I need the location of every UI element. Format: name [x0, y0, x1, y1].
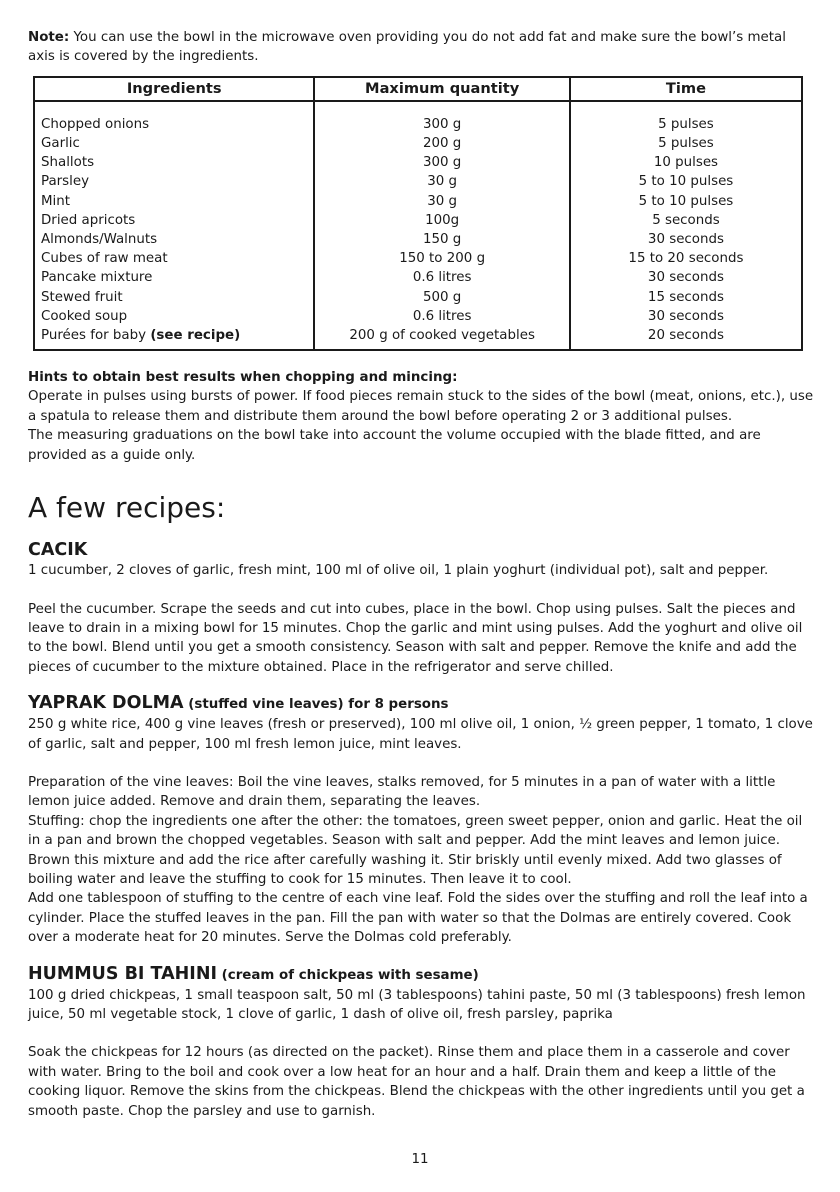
note-label: Note: [28, 30, 70, 45]
quantity-cell: 150 to 200 g [399, 251, 486, 267]
recipe-title-dolma [28, 692, 814, 715]
quantity-cell: 150 g [422, 231, 462, 247]
ingredient-cell: Cooked soup [41, 308, 128, 324]
ingredient-cell: Mint [41, 193, 71, 209]
page-number: 11 [411, 1152, 429, 1167]
dolma-subtitle: (stuffed vine leaves) for 8 persons [183, 697, 449, 713]
time-cell: 15 to 20 seconds [628, 251, 744, 267]
quantity-cell: 0.6 litres [412, 270, 472, 286]
recipes-heading: A few recipes: [28, 491, 226, 525]
ingredient-cell: Garlic [41, 136, 80, 151]
time-cell: 30 seconds [647, 308, 724, 324]
ingredient-cell: Almonds/Walnuts [41, 231, 158, 247]
cacik-method: Peel the cucumber. Scrape the seeds and cut into cubes, place in the bowl. Chop using pulses. Salt the pieces and leave to drain in a mixing bowl for 15 minutes. Chop the garlic and mint using pulses. Add the yoghurt and olive oil to the bowl. Blend until you get a smooth consistency. Season with salt and pepper. Remove the knife and add the pieces of cucumber to the mixture obtained. Place in the refrigerator and serve chilled. [28, 601, 803, 675]
time-cell: 20 seconds [647, 327, 724, 343]
cacik-title: CACIK [28, 540, 88, 561]
time-cell: 5 to 10 pulses [638, 174, 734, 190]
quantity-column [314, 101, 569, 350]
time-cell: 5 pulses [658, 136, 714, 151]
time-column [570, 101, 802, 350]
quantity-cell: 200 g [422, 136, 462, 151]
ingredients-column [34, 101, 314, 350]
quantity-cell: 200 g of cooked vegetables [349, 327, 535, 343]
header-ingredients: Ingredients [34, 77, 314, 101]
quantity-cell: 100g [425, 212, 460, 228]
header-quantity: Maximum quantity [314, 77, 569, 101]
time-cell: 5 pulses [658, 116, 714, 132]
header-time: Time [570, 77, 802, 101]
hummus-title: HUMMUS BI TAHINI [28, 963, 217, 984]
time-cell: 10 pulses [653, 155, 719, 171]
ingredient-cell: Parsley [41, 174, 90, 190]
ingredient-cell: Dried apricots [41, 212, 136, 228]
ingredient-cell: Cubes of raw meat [41, 251, 168, 267]
dolma-method-2: Stuffing: chop the ingredients one after the other: the tomatoes, green sweet pepper, onion and garlic. Heat the oil in a pan and brown the chopped vegetables. Season with salt and pepper. Add the mint leaves and lemon juice. Brown this mixture and add the rice after carefully washing it. Stir briskly until evenly mixed. Add two glasses of boiling water and leave the stuffing to cook for 15 minutes. Then leave it to cool. [28, 813, 803, 887]
ingredient-cell: Stewed fruit [41, 289, 123, 305]
hummus-ingredients: 100 g dried chickpeas, 1 small teaspoon salt, 50 ml (3 tablespoons) tahini paste, 50 ml (3 tablespoons) fresh lemon juice, 50 ml vegetable stock, 1 clove of garlic, 1 dash of olive oil, fresh parsley, paprika [28, 987, 806, 1022]
dolma-ingredients: 250 g white rice, 400 g vine leaves (fresh or preserved), 100 ml olive oil, 1 onion, ½ green pepper, 1 tomato, 1 clove of garlic, salt and pepper, 100 ml fresh lemon juice, mint leaves. [28, 717, 813, 752]
recipe-title-cacik [28, 539, 814, 561]
time-cell: 30 seconds [647, 231, 724, 247]
quantity-cell: 300 g [422, 116, 462, 132]
dolma-method-1: Preparation of the vine leaves: Boil the vine leaves, stalks removed, for 5 minutes in a pan of water with a little lemon juice added. Remove and drain them, separating the leaves. [28, 774, 776, 810]
ingredients-table [33, 76, 803, 351]
quantity-cell: 500 g [422, 289, 462, 305]
ingredient-cell: Chopped onions [41, 116, 150, 132]
cacik-ingredients: 1 cucumber, 2 cloves of garlic, fresh mint, 100 ml of olive oil, 1 plain yoghurt (individual pot), salt and pepper. [28, 563, 769, 579]
quantity-cell: 30 g [427, 193, 458, 209]
note-text: You can use the bowl in the microwave oven providing you do not add fat and make sure the bowl’s metal axis is covered by the ingredients. [28, 30, 786, 65]
quantity-cell: 0.6 litres [412, 308, 472, 324]
hints-paragraph-1: Operate in pulses using bursts of power. If food pieces remain stuck to the sides of the bowl (meat, onions, etc.), use a spatula to release them and distribute them around the bowl before operating 2 or 3 additional pulses. [28, 389, 814, 424]
dolma-method-3: Add one tablespoon of stuffing to the centre of each vine leaf. Fold the sides over the stuffing and roll the leaf into a cylinder. Place the stuffed leaves in the pan. Fill the pan with water so that the Dolmas are entirely covered. Cook over a moderate heat for 20 minutes. Serve the Dolmas cold preferably. [28, 891, 808, 946]
ingredient-cell: Shallots [41, 155, 95, 171]
note-paragraph [28, 28, 814, 67]
hummus-subtitle: (cream of chickpeas with sesame) [216, 967, 479, 983]
hints-title: Hints to obtain best results when chopping and mincing: [28, 370, 458, 386]
ingredient-cell: Pancake mixture [41, 270, 153, 286]
hummus-method: Soak the chickpeas for 12 hours (as directed on the packet). Rinse them and place them in a casserole and cover with water. Bring to the boil and cook over a low heat for an hour and a half. Drain them and keep a little of the cooking liquor. Remove the skins from the chickpeas. Blend the chickpeas with the other ingredients until you get a smooth paste. Chop the parsley and use to garnish. [28, 1045, 805, 1119]
time-cell: 15 seconds [647, 289, 724, 305]
quantity-cell: 30 g [427, 174, 458, 190]
time-cell: 5 to 10 pulses [638, 193, 734, 209]
quantity-cell: 300 g [422, 155, 462, 171]
hints-paragraph-2: The measuring graduations on the bowl take into account the volume occupied with the blade fitted, and are provided as a guide only. [28, 428, 761, 463]
time-cell: 30 seconds [647, 270, 724, 286]
recipe-title-hummus [28, 963, 814, 986]
dolma-title: YAPRAK DOLMA [28, 693, 184, 714]
time-cell: 5 seconds [652, 212, 720, 228]
page-content [28, 28, 814, 1121]
ingredient-cell: Purées for baby (see recipe) [41, 327, 241, 343]
